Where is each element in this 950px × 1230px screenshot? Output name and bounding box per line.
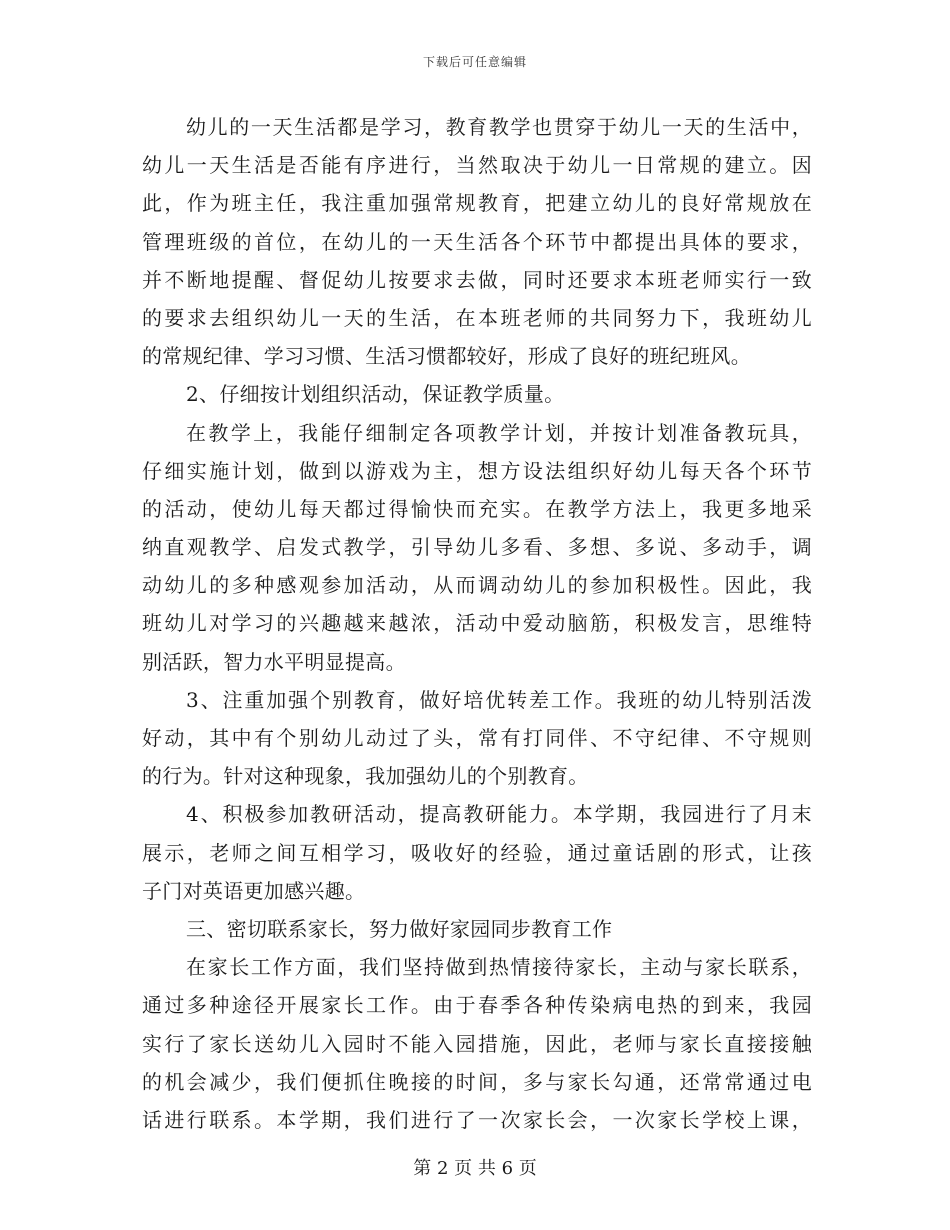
text-line: 管理班级的首位，在幼儿的一天生活各个环节中都提出具体的要求， (142, 229, 812, 254)
text-line: 的活动，使幼儿每天都过得愉快而充实。在教学方法上，我更多地采 (142, 496, 812, 521)
text-line: 好动，其中有个别幼儿动过了头，常有打同伴、不守纪律、不守规则 (142, 726, 812, 750)
text-line: 的要求去组织幼儿一天的生活，在本班老师的共同努力下，我班幼儿 (142, 305, 812, 330)
text-line: 实行了家长送幼儿入园时不能入园措施，因此，老师与家长直接接触 (142, 1031, 812, 1056)
text-line: 的常规纪律、学习习惯、生活习惯都较好，形成了良好的班纪班风。 (142, 344, 751, 369)
page-number-footer: 第 2 页 共 6 页 (413, 1158, 537, 1179)
text-line: 并不断地提醒、督促幼儿按要求去做，同时还要求本班老师实行一致 (142, 267, 812, 292)
text-line: 别活跃，智力水平明显提高。 (142, 649, 406, 674)
section-heading: 2、仔细按计划组织活动，保证教学质量。 (186, 382, 565, 407)
text-line: 仔细实施计划，做到以游戏为主，想方设法组织好幼儿每天各个环节 (142, 458, 812, 483)
page-header: 下载后可任意编辑 (422, 55, 527, 69)
text-line: 话进行联系。本学期，我们进行了一次家长会，一次家长学校上课， (142, 1107, 812, 1132)
text-line: 在教学上，我能仔细制定各项教学计划，并按计划准备教玩具， (186, 420, 812, 445)
text-line: 子门对英语更加感兴趣。 (142, 878, 366, 903)
text-line: 幼儿一天生活是否能有序进行，当然取决于幼儿一日常规的建立。因 (142, 153, 812, 178)
text-line: 纳直观教学、启发式教学，引导幼儿多看、多想、多说、多动手，调 (142, 535, 812, 560)
section-heading: 3、注重加强个别教育，做好培优转差工作。我班的幼儿特别活泼 (186, 687, 812, 712)
text-line: 的行为。针对这种现象，我加强幼儿的个别教育。 (142, 764, 589, 789)
text-line: 展示，老师之间互相学习，吸收好的经验，通过童话剧的形式，让孩 (142, 840, 812, 865)
text-line: 幼儿的一天生活都是学习，教育教学也贯穿于幼儿一天的生活中， (186, 115, 812, 139)
text-line: 此，作为班主任，我注重加强常规教育，把建立幼儿的良好常规放在 (142, 191, 812, 216)
document-body (142, 108, 812, 1139)
text-line: 动幼儿的多种感观参加活动，从而调动幼儿的参加积极性。因此，我 (142, 573, 812, 598)
text-line: 通过多种途径开展家长工作。由于春季各种传染病电热的到来，我园 (142, 993, 812, 1018)
text-line: 在家长工作方面，我们坚持做到热情接待家长，主动与家长联系， (186, 955, 812, 980)
section-heading: 4、积极参加教研活动，提高教研能力。本学期，我园进行了月末 (186, 802, 812, 827)
text-line: 班幼儿对学习的兴趣越来越浓，活动中爱动脑筋，积极发言，思维特 (142, 611, 812, 636)
text-line: 的机会减少，我们便抓住晚接的时间，多与家长勾通，还常常通过电 (142, 1069, 812, 1094)
section-heading: 三、密切联系家长，努力做好家园同步教育工作 (186, 916, 613, 941)
